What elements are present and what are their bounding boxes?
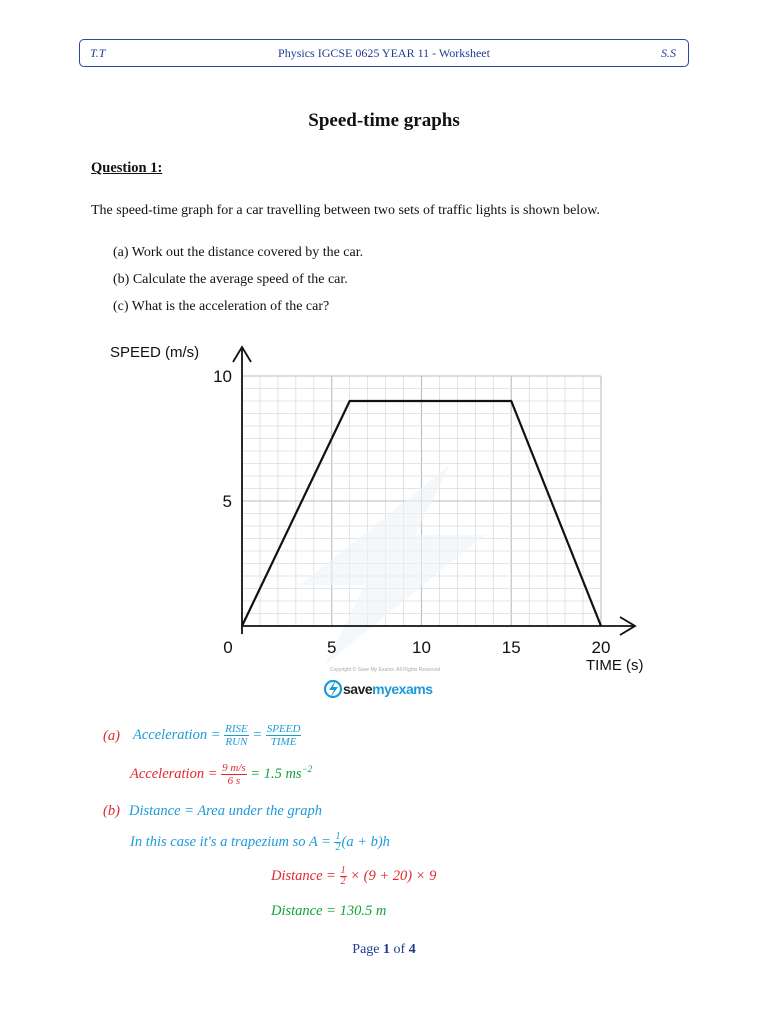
x-tick-label: 15 xyxy=(501,638,521,657)
page-footer: Page 1 of 4 xyxy=(352,942,416,957)
fraction-one-half: $\frac{1}{2}$ xyxy=(335,831,341,853)
answer-a-label: (a) xyxy=(103,728,120,744)
fraction-speed-time: $\frac{\text{SPEED}}{\text{TIME}}$ xyxy=(266,723,301,748)
copyright-note: Copyright © Save My Exams. All Rights Reserved xyxy=(329,667,441,673)
question-part-c: (c) What is the acceleration of the car? xyxy=(113,299,330,314)
answer-a-result: = 1.5 ms xyxy=(250,765,302,782)
page-number: 1 xyxy=(383,942,391,957)
question-part-a: (a) Work out the distance covered by the car. xyxy=(113,245,364,260)
header-left-initials: T.T xyxy=(90,46,106,60)
x-tick-label: 5 xyxy=(327,638,337,657)
y-tick-label: 5 xyxy=(222,492,232,511)
x-axis-label: TIME (s) xyxy=(586,657,644,674)
question-intro: The speed-time graph for a car travelling between two sets of traffic lights is shown below. xyxy=(91,203,600,218)
fraction-rise-run: $\frac{\text{RISE}}{\text{RUN}}$ xyxy=(225,723,248,748)
logo-text-save: save xyxy=(343,681,373,697)
answer-a-line2-lhs: Acceleration = xyxy=(130,765,218,782)
header-right-initials: S.S xyxy=(661,46,676,60)
question-part-b: (b) Calculate the average speed of the car. xyxy=(113,272,348,287)
y-axis-label: SPEED (m/s) xyxy=(110,344,200,361)
x-tick-label: 0 xyxy=(223,638,233,657)
answer-b-line3: Distance = $\frac{1}{2}$ × (9 + 20) × 9 xyxy=(271,865,437,887)
svg-text:savemyexams xyxy=(343,681,433,697)
answer-a-line1: Acceleration = $\frac{\text{RISE}}{\text{RUN}}$ = $\frac{\text{SPEED}}{\text{TIME}}$ xyxy=(133,723,301,748)
fraction-9-over-6: $\frac{9 m/s}{6 s}$ xyxy=(222,762,246,787)
header-course-title: Physics IGCSE 0625 YEAR 11 - Worksheet xyxy=(278,46,490,60)
answer-b-line2: In this case it's a trapezium so A = $\frac{1}{2}$ (a + b)h xyxy=(130,831,390,853)
save-my-exams-logo xyxy=(325,680,433,698)
page-header xyxy=(79,39,689,67)
x-tick-label: 10 xyxy=(412,638,431,657)
y-tick-label: 10 xyxy=(213,367,232,386)
answer-b-line1: Distance = Area under the graph xyxy=(129,803,323,819)
fraction-one-half-2: $\frac{1}{2}$ xyxy=(340,865,346,887)
answer-b-result: Distance = 130.5 m xyxy=(271,903,387,919)
logo-text-my: my xyxy=(372,681,392,697)
answer-a-line1-lhs: Acceleration = xyxy=(133,726,221,743)
page-total: 4 xyxy=(408,942,416,957)
answer-a-line2: Acceleration = $\frac{9 m/s}{6 s}$ = 1.5 $ms^{-2}$ xyxy=(130,762,313,787)
speed-time-chart xyxy=(100,335,660,707)
x-tick-label: 20 xyxy=(591,638,611,657)
logo-text-exams: exams xyxy=(391,681,433,697)
answer-b-label: (b) xyxy=(103,803,120,819)
question-heading: Question 1: xyxy=(91,160,163,176)
worksheet-title: Speed-time graphs xyxy=(308,110,460,131)
